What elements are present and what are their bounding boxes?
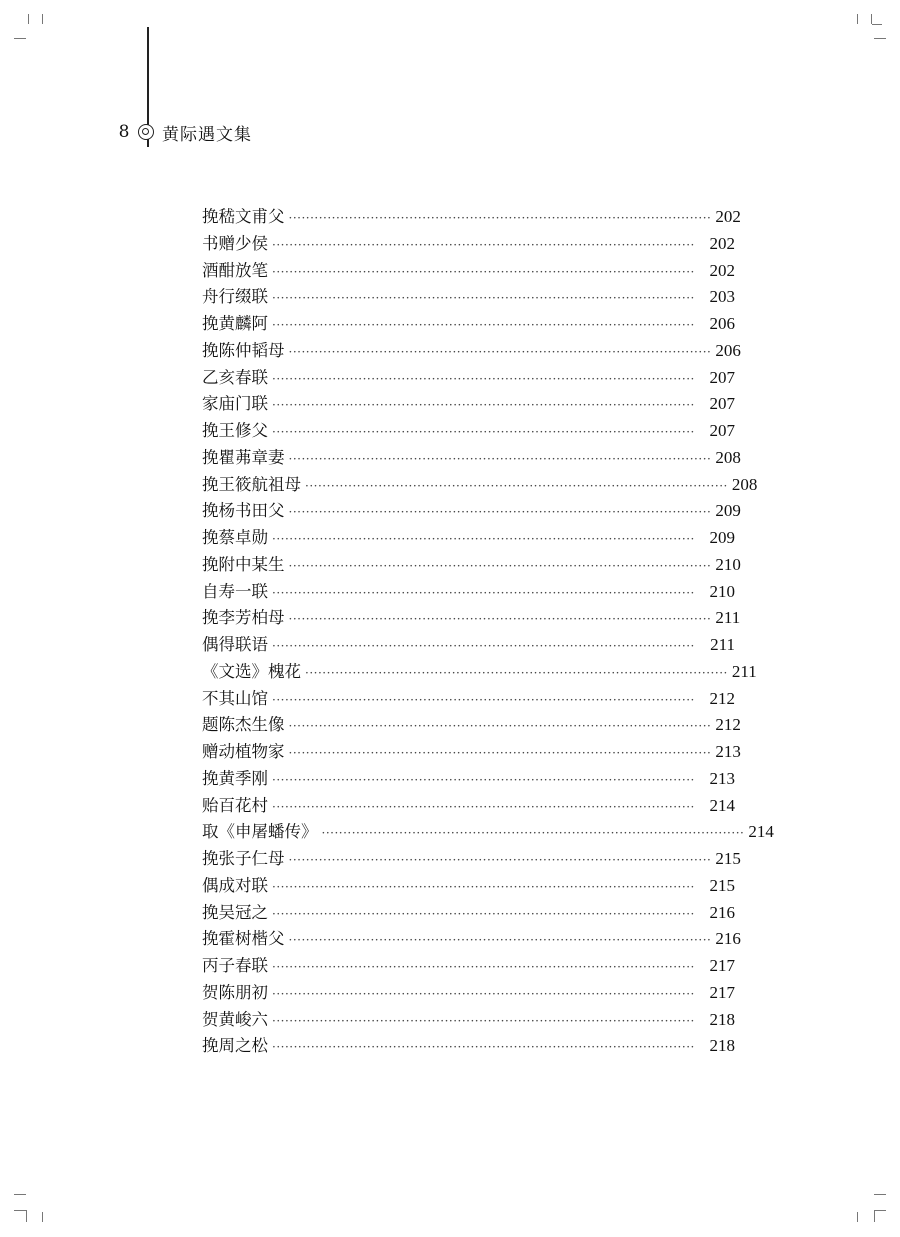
toc-entry[interactable]	[202, 712, 741, 739]
toc-entry[interactable]	[202, 766, 735, 793]
toc-entry[interactable]	[202, 686, 735, 713]
toc-entry-page: 218	[709, 1009, 735, 1029]
table-of-contents	[202, 204, 774, 1060]
toc-entry-title: 乙亥春联	[202, 367, 268, 387]
toc-dot-leader: ··································································································	[288, 505, 712, 520]
toc-dot-leader: ··································································································	[272, 879, 695, 894]
toc-entry[interactable]	[202, 980, 735, 1007]
toc-entry-page: 214	[748, 822, 774, 842]
toc-entry-page: 213	[709, 768, 735, 788]
crop-mark	[42, 14, 43, 24]
toc-dot-leader: ··································································································	[272, 425, 695, 439]
toc-entry-page: 212	[715, 715, 741, 735]
toc-entry-title: 挽霍树楷父	[202, 929, 285, 949]
toc-entry-title: 贻百花村	[202, 795, 268, 815]
toc-entry[interactable]	[202, 953, 735, 980]
toc-entry-page: 208	[715, 447, 741, 467]
page-number: 8	[118, 122, 130, 142]
crop-mark	[857, 14, 858, 24]
toc-dot-leader: ··································································································	[288, 558, 712, 573]
toc-entry-title: 偶成对联	[202, 875, 268, 895]
toc-entry-title: 酒酣放笔	[202, 260, 268, 280]
toc-entry[interactable]	[202, 498, 741, 525]
toc-dot-leader: ··································································································	[288, 719, 712, 734]
toc-entry-title: 挽黄季刚	[202, 768, 268, 788]
toc-dot-leader: ··································································································	[272, 532, 695, 546]
crop-mark	[871, 14, 872, 24]
toc-entry-page: 214	[709, 795, 735, 815]
toc-entry[interactable]	[202, 900, 735, 927]
toc-entry-title: 挽吴冠之	[202, 902, 268, 922]
toc-dot-leader: ··································································································	[272, 799, 695, 814]
toc-entry[interactable]	[202, 445, 741, 472]
toc-entry[interactable]	[202, 365, 735, 392]
toc-dot-leader: ··································································································	[272, 291, 695, 306]
toc-entry-title: 《文选》槐花	[202, 661, 301, 681]
toc-entry-page: 209	[709, 528, 735, 547]
toc-entry-title: 挽瞿茀章妻	[202, 447, 285, 467]
toc-entry[interactable]	[202, 231, 735, 258]
toc-entry[interactable]	[202, 418, 735, 445]
toc-entry-page: 209	[715, 501, 741, 521]
toc-entry-title: 取《申屠蟠传》	[202, 822, 318, 842]
toc-entry-page: 206	[715, 340, 741, 360]
toc-dot-leader: ··································································································	[288, 344, 712, 359]
toc-entry[interactable]	[202, 873, 735, 900]
toc-dot-leader: ··································································································	[305, 478, 728, 493]
toc-entry-title: 挽蔡卓勋	[202, 528, 268, 547]
toc-entry[interactable]	[202, 552, 741, 579]
toc-entry[interactable]	[202, 525, 735, 552]
toc-dot-leader: ··································································································	[321, 826, 745, 841]
toc-entry-page: 206	[709, 314, 735, 333]
toc-entry[interactable]	[202, 793, 735, 820]
crop-mark	[874, 1194, 886, 1195]
toc-dot-leader: ··································································································	[288, 211, 712, 225]
toc-entry-page: 208	[731, 474, 758, 494]
toc-entry-page: 218	[709, 1036, 735, 1056]
toc-dot-leader: ··································································································	[272, 960, 695, 974]
toc-entry-title: 赠动植物家	[202, 742, 285, 761]
toc-dot-leader: ··································································································	[272, 772, 695, 787]
toc-entry-title: 挽王修父	[202, 421, 268, 440]
toc-entry-title: 挽张子仁母	[202, 849, 285, 868]
toc-dot-leader: ··································································································	[272, 398, 695, 413]
crop-mark	[874, 38, 886, 39]
toc-entry-title: 不其山馆	[202, 688, 268, 708]
toc-entry-title: 挽陈仲韬母	[202, 340, 285, 360]
crop-mark	[14, 1210, 26, 1211]
book-title: 黄际遇文集	[162, 124, 252, 145]
toc-entry-title: 偶得联语	[202, 635, 268, 654]
crop-mark	[26, 1210, 27, 1222]
toc-entry[interactable]	[202, 338, 741, 365]
running-header	[112, 120, 252, 144]
toc-dot-leader: ··································································································	[272, 1013, 695, 1028]
toc-dot-leader: ··································································································	[288, 853, 712, 867]
toc-dot-leader: ··································································································	[272, 1040, 695, 1055]
toc-entry[interactable]	[202, 605, 741, 632]
toc-entry-page: 202	[709, 233, 735, 253]
toc-entry[interactable]	[202, 846, 741, 873]
toc-entry-title: 舟行缀联	[202, 287, 268, 307]
crop-mark	[872, 24, 882, 25]
toc-entry-page: 216	[709, 902, 735, 922]
toc-entry-page: 211	[710, 635, 735, 654]
toc-entry[interactable]	[202, 204, 741, 231]
toc-entry[interactable]	[202, 391, 735, 418]
toc-dot-leader: ··································································································	[305, 665, 728, 680]
toc-entry[interactable]	[202, 659, 757, 686]
toc-entry-page: 207	[709, 394, 735, 414]
toc-entry[interactable]	[202, 926, 741, 953]
toc-entry-page: 215	[715, 849, 741, 868]
toc-entry-page: 202	[715, 207, 741, 226]
toc-dot-leader: ··································································································	[272, 986, 695, 1001]
toc-entry[interactable]	[202, 579, 735, 606]
toc-entry[interactable]	[202, 739, 741, 766]
toc-entry-page: 207	[709, 367, 735, 387]
toc-entry-title: 题陈杰生像	[202, 715, 285, 735]
toc-dot-leader: ··································································································	[288, 612, 712, 627]
toc-entry-title: 挽李芳柏母	[202, 608, 285, 628]
toc-dot-leader: ··································································································	[272, 906, 695, 921]
toc-entry-title: 挽杨书田父	[202, 501, 285, 521]
toc-dot-leader: ··································································································	[272, 692, 695, 707]
toc-entry-title: 挽黄麟阿	[202, 314, 268, 333]
toc-entry[interactable]	[202, 284, 735, 311]
crop-mark	[874, 1210, 875, 1222]
toc-entry-title: 书赠少侯	[202, 233, 268, 253]
toc-entry[interactable]	[202, 311, 735, 338]
toc-entry-page: 211	[731, 661, 757, 681]
toc-entry-page: 215	[709, 875, 735, 895]
toc-entry-page: 217	[709, 982, 735, 1002]
toc-entry[interactable]	[202, 258, 735, 285]
crop-mark	[28, 14, 29, 24]
toc-dot-leader: ··································································································	[272, 264, 695, 279]
toc-entry-page: 217	[709, 956, 735, 975]
toc-entry-title: 挽周之松	[202, 1036, 268, 1056]
crop-mark	[14, 1194, 26, 1195]
toc-entry-page: 210	[709, 581, 735, 601]
toc-dot-leader: ··································································································	[272, 639, 695, 653]
toc-entry-page: 216	[715, 929, 741, 949]
toc-dot-leader: ··································································································	[288, 746, 712, 760]
toc-dot-leader: ··································································································	[288, 933, 712, 948]
toc-entry-page: 203	[709, 287, 735, 307]
toc-entry-title: 挽嵇文甫父	[202, 207, 285, 226]
toc-dot-leader: ··································································································	[272, 371, 695, 386]
crop-mark	[857, 1212, 858, 1222]
toc-entry-page: 211	[715, 608, 741, 628]
toc-entry-title: 家庙门联	[202, 394, 268, 414]
toc-entry-title: 挽附中某生	[202, 554, 285, 574]
toc-entry-title: 贺陈朋初	[202, 982, 268, 1002]
toc-entry-title: 自寿一联	[202, 581, 268, 601]
toc-entry-page: 213	[715, 742, 741, 761]
toc-entry-page: 210	[715, 554, 741, 574]
toc-entry[interactable]	[202, 1033, 735, 1060]
toc-entry-title: 丙子春联	[202, 956, 268, 975]
crop-mark	[14, 38, 26, 39]
toc-dot-leader: ··································································································	[272, 585, 695, 600]
toc-entry[interactable]	[202, 1007, 735, 1034]
crop-mark	[42, 1212, 43, 1222]
toc-entry-page: 202	[709, 260, 735, 280]
toc-entry[interactable]	[202, 819, 774, 846]
circle-emblem-icon	[138, 124, 154, 140]
toc-entry-page: 207	[709, 421, 735, 440]
toc-entry-title: 挽王筱航祖母	[202, 474, 301, 494]
toc-entry[interactable]	[202, 472, 758, 499]
toc-dot-leader: ··································································································	[272, 318, 695, 332]
toc-entry-title: 贺黄峻六	[202, 1009, 268, 1029]
crop-mark	[874, 1210, 886, 1211]
toc-entry[interactable]	[202, 632, 735, 659]
toc-dot-leader: ··································································································	[288, 451, 712, 466]
toc-dot-leader: ··································································································	[272, 237, 695, 252]
toc-entry-page: 212	[709, 688, 735, 708]
